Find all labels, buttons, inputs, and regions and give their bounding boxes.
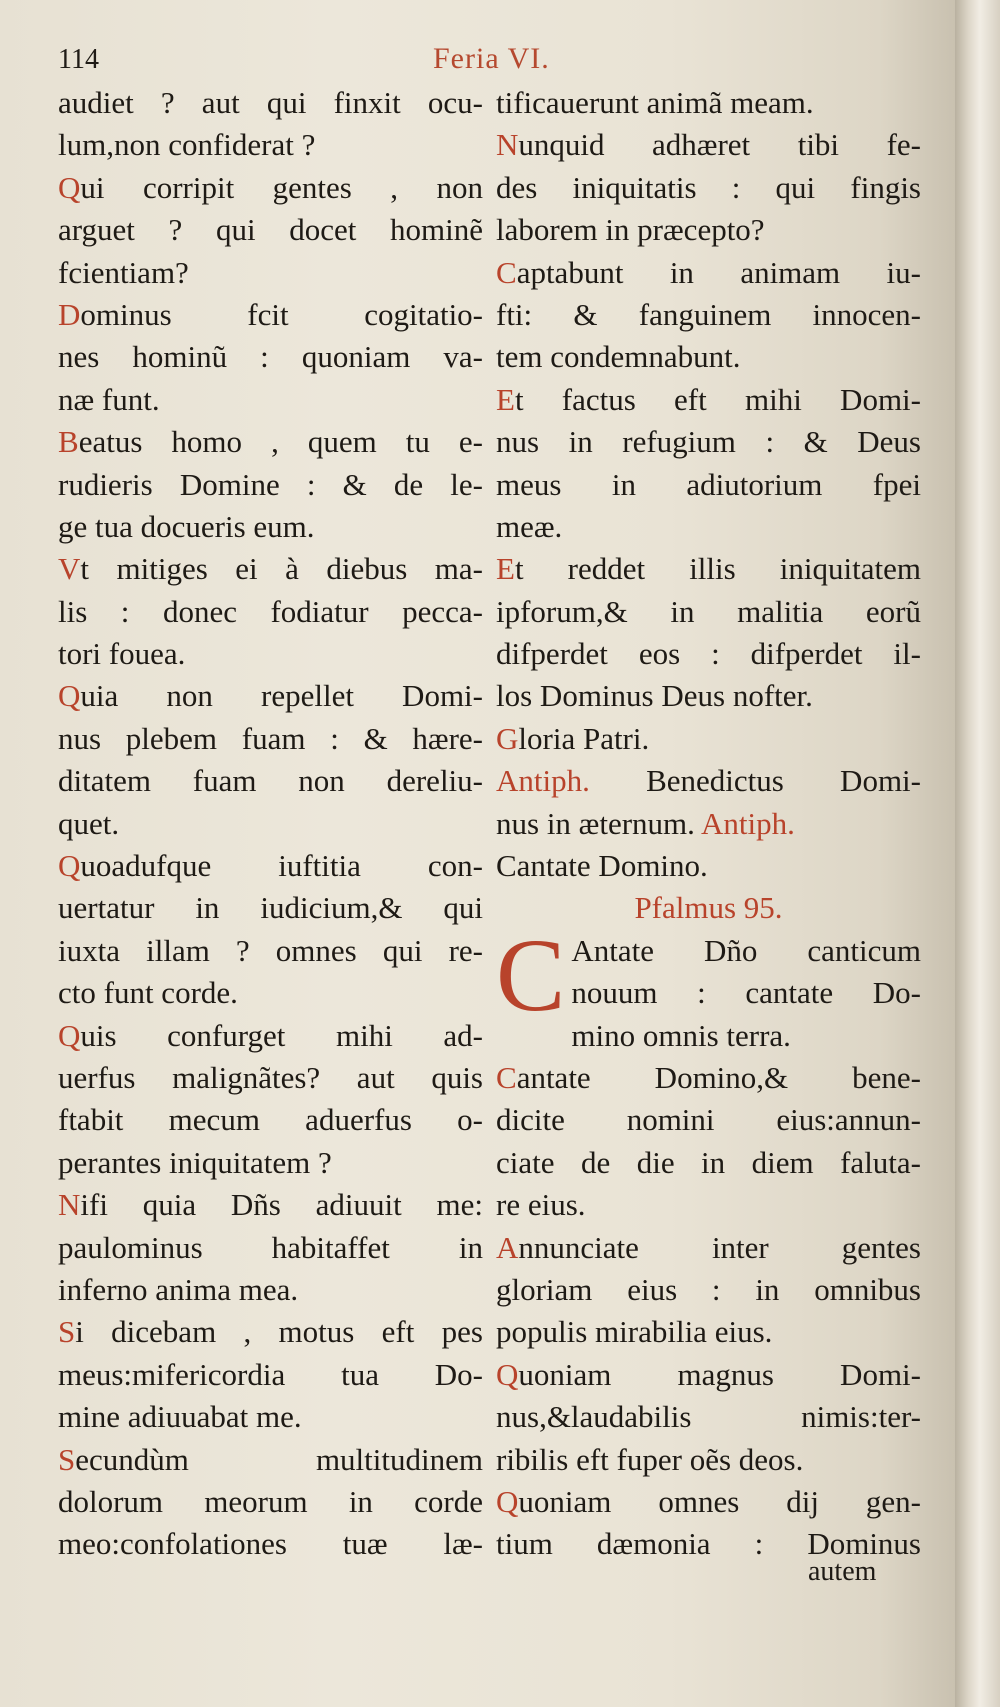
text-line [58,1057,483,1099]
text-line [496,379,921,421]
line-text: Antate Dño canticum [571,932,921,968]
line-text: ominus fcit cogitatio- [80,296,483,332]
line-text: loria Patri. [518,720,650,756]
text-line [496,845,921,887]
text-line [58,379,483,421]
rubric-initial: Q [496,1356,519,1392]
line-text: mine adiuuabat me. [58,1399,302,1435]
text-line [496,718,921,760]
line-text: audiet ? aut qui finxit ocu- [58,85,483,120]
drop-capital: C [496,917,566,1033]
line-text: t factus eft mihi Domi- [514,381,921,417]
text-line [496,294,921,336]
rubric-initial: Q [58,169,81,205]
line-text: nouum : cantate Do- [571,975,921,1011]
line-text: ecundùm multitudinem [75,1441,483,1477]
line-text: nes hominũ : quoniam va- [58,339,483,375]
psalm-heading: Pfalmus 95. [634,890,783,926]
line-text: dicite nomini eius:annun- [496,1102,921,1138]
line-text: tori fouea. [58,636,186,672]
line-text: uis confurget mihi ad- [80,1017,483,1053]
line-text: ui corripit gentes , non [80,169,483,205]
line-text: ifi quia Dñs adiuuit me: [80,1187,483,1223]
line-text: los Dominus Deus nofter. [496,678,813,714]
line-text: arguet ? qui docet hominẽ [58,212,483,248]
rubric-initial: N [496,127,519,163]
line-text: t reddet illis iniquitatem [514,551,921,587]
text-line [496,167,921,209]
line-text: meo:confolationes tuæ læ- [58,1526,483,1562]
line-text: uerfus malignãtes? aut quis [58,1059,483,1095]
rubric-initial: Q [58,848,81,884]
rubric-initial: N [58,1187,81,1223]
rubric-label: Antiph. [700,805,795,841]
line-text: populis mirabilia eius. [496,1314,773,1350]
rubric-initial: S [58,1441,76,1477]
line-text: nnunciate inter gentes [518,1229,921,1265]
text-line [58,421,483,463]
line-text: ciate de die in diem faluta- [496,1144,921,1180]
line-text: gloriam eius : in omnibus [496,1271,921,1307]
text-line [496,1481,921,1523]
text-line [58,1354,483,1396]
text-line [58,1269,483,1311]
rubric-initial: S [58,1314,76,1350]
line-text: meus:mifericordia tua Do- [58,1356,483,1392]
text-line [58,1523,483,1565]
text-line [496,633,921,675]
text-line [496,336,921,378]
text-line [496,675,921,717]
line-text: paulominus habitaffet in [58,1229,483,1265]
line-text: fcientiam? [58,254,189,290]
text-line [58,930,483,972]
text-line [58,548,483,590]
text-line [496,82,921,124]
text-line [58,1311,483,1353]
line-text: nus plebem fuam : & hære- [58,720,483,756]
line-text: iuxta illam ? omnes qui re- [58,932,483,968]
text-line [496,1099,921,1141]
running-head: Feria VI. [433,42,550,75]
line-text: nus in refugium : & Deus [496,424,921,460]
line-text: uoniam magnus Domi- [518,1356,921,1392]
text-line [496,760,921,802]
line-text: des iniquitatis : qui fingis [496,169,921,205]
text-line [58,1439,483,1481]
line-text: næ funt. [58,381,160,417]
text-line [58,845,483,887]
rubric-initial: A [496,1229,519,1265]
line-text: uoadufque iuftitia con- [80,848,483,884]
text-line [496,1057,921,1099]
rubric-initial: C [496,1059,517,1095]
text-line [58,1184,483,1226]
left-column [58,82,483,1566]
text-line [58,252,483,294]
line-text: perantes iniquitatem ? [58,1144,332,1180]
text-line [58,209,483,251]
line-text: inferno anima mea. [58,1271,299,1307]
line-text: uertatur in iudicium,& qui [58,890,483,926]
line-text: tificauerunt animã meam. [496,85,814,120]
line-text: Cantate Domino. [496,848,708,884]
text-line [58,1015,483,1057]
line-text: nus,&laudabilis nimis:ter- [496,1399,921,1435]
rubric-initial: Q [496,1483,519,1519]
rubric-initial: E [496,551,515,587]
text-line [58,1099,483,1141]
line-text: antate Domino,& bene- [516,1059,921,1095]
line-text: eatus homo , quem tu e- [78,424,483,460]
rubric-initial: B [58,424,79,460]
text-line [496,1227,921,1269]
line-text: t mitiges ei à diebus ma- [80,551,483,587]
text-line [571,930,921,972]
rubric-label: Antiph. [496,763,590,799]
line-text: mino omnis terra. [571,1017,791,1053]
line-text: nus in æternum. [496,805,701,841]
text-line [496,1311,921,1353]
line-text: ge tua docueris eum. [58,508,315,544]
line-text: laborem in præcepto? [496,212,765,248]
page-number: 114 [58,44,99,75]
text-line [58,1227,483,1269]
text-line [58,167,483,209]
rubric-initial: Q [58,678,81,714]
rubric-initial: G [496,720,519,756]
rubric-initial: V [58,551,81,587]
line-text: lis : donec fodiatur pecca- [58,593,483,629]
text-line [496,421,921,463]
text-line [496,548,921,590]
text-line [58,82,483,124]
catchword: autem [808,1556,877,1587]
text-line [58,591,483,633]
line-text: ipforum,& in malitia eorũ [496,593,921,629]
line-text: cto funt corde. [58,975,238,1011]
text-line [58,972,483,1014]
text-line [496,464,921,506]
text-line [58,294,483,336]
text-line [58,1481,483,1523]
line-text: unquid adhæret tibi fe- [518,127,921,163]
line-text: difperdet eos : difperdet il- [496,636,921,672]
text-line [496,1269,921,1311]
text-line [571,1015,921,1057]
text-line [58,760,483,802]
text-line [496,803,921,845]
text-line [58,675,483,717]
line-text: lum,non confiderat ? [58,127,316,163]
line-text: dolorum meorum in corde [58,1483,483,1519]
text-line [58,1396,483,1438]
text-line [571,972,921,1014]
line-text: i dicebam , motus eft pes [75,1314,483,1350]
line-text: tem condemnabunt. [496,339,741,375]
line-text: meæ. [496,508,563,544]
text-line [496,1396,921,1438]
right-column [496,82,921,1566]
text-line [58,718,483,760]
line-text: rudieris Domine : & de le- [58,466,483,502]
text-line [496,209,921,251]
line-text: fti: & fanguinem innocen- [496,296,921,332]
text-line [496,1439,921,1481]
text-line [496,252,921,294]
text-line [58,887,483,929]
line-text: re eius. [496,1187,586,1223]
line-text: ditatem fuam non dereliu- [58,763,483,799]
rubric-initial: C [496,254,517,290]
text-line [496,1142,921,1184]
rubric-initial: E [496,381,515,417]
text-line [496,591,921,633]
text-line [58,803,483,845]
line-text: ftabit mecum aduerfus o- [58,1102,483,1138]
rubric-initial: D [58,296,81,332]
rubric-initial: Q [58,1017,81,1053]
text-line [58,464,483,506]
line-text: aptabunt in animam iu- [516,254,921,290]
text-line [58,506,483,548]
text-line [58,633,483,675]
text-line [496,506,921,548]
line-text: uia non repellet Domi- [80,678,483,714]
line-text: uoniam omnes dij gen- [518,1483,921,1519]
line-text: meus in adiutorium fpei [496,466,921,502]
text-line [58,336,483,378]
text-line [58,1142,483,1184]
page-gutter [955,0,1000,1707]
text-line [496,1354,921,1396]
line-text: quet. [58,805,120,841]
line-text: Benedictus Domi- [589,763,921,799]
text-line [496,1184,921,1226]
line-text: tium dæmonia : Dominus [496,1526,921,1562]
line-text: ribilis eft fuper oẽs deos. [496,1441,804,1477]
text-line [496,124,921,166]
text-line [58,124,483,166]
